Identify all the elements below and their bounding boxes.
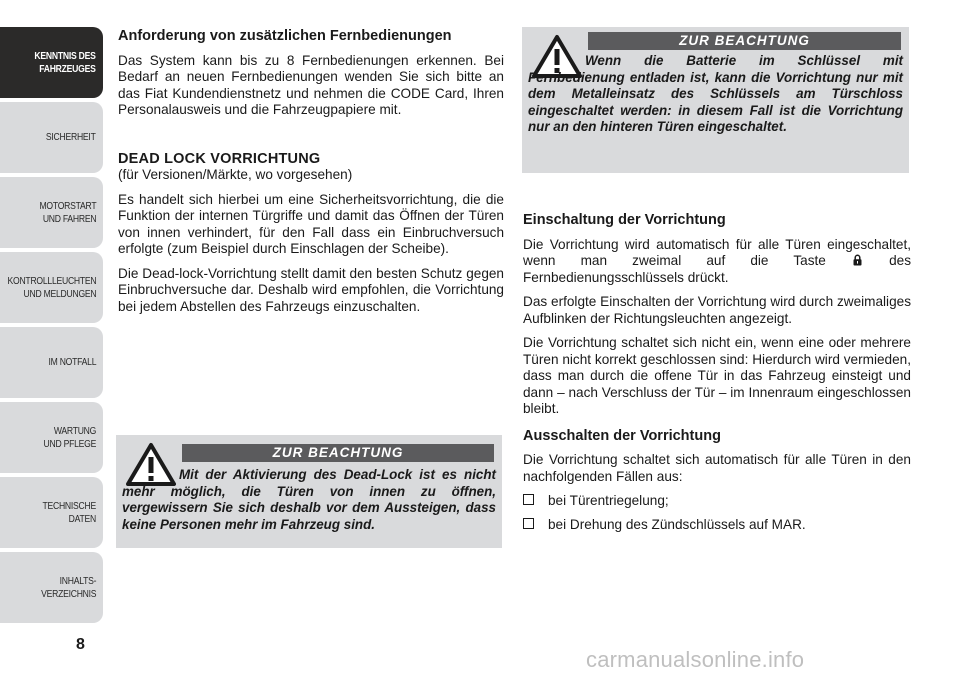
list-item-text: bei Drehung des Zündschlüssels auf MAR. bbox=[548, 516, 806, 532]
list-item bbox=[523, 493, 911, 510]
tab-kenntnis-des-fahrzeuges[interactable] bbox=[0, 27, 103, 98]
checkbox-icon bbox=[523, 494, 534, 505]
tab-label: IM NOTFALL bbox=[48, 356, 96, 368]
paragraph: Die Dead-lock-Vorrichtung stellt damit den besten Schutz gegen Einbruchversuche dar. Deshalb wird empfohlen, die Vorrichtung bei jedem Abstellen des Fahrzeugs einzuschalten. bbox=[118, 265, 504, 314]
warning-text: Wenn die Batterie im Schlüssel mit Fernbedienung entladen ist, kann die Vorrichtung nur mit dem Metalleinsatz des Schlüssels am Türschloss eingeschaltet werden: in diesem Fall ist die Vorrichtung nur an den hinteren Türen eingeschaltet. bbox=[528, 53, 903, 134]
section-title-dead-lock: DEAD LOCK VORRICHTUNG bbox=[118, 150, 321, 167]
text-fragment: des Fernbedienungsschlüssels drückt. bbox=[523, 253, 911, 285]
warning-text: Mit der Aktivierung des Dead-Lock ist es nicht mehr möglich, die Türen von innen zu öffnen, vergewissern Sie sich deshalb vor dem Aussteigen, dass keine Personen mehr im Fahrzeug sind. bbox=[122, 467, 496, 532]
lock-key-icon bbox=[853, 254, 862, 266]
tab-label: KONTROLLLEUCHTEN UND MELDUNGEN bbox=[7, 274, 96, 300]
tab-label: INHALTS- VERZEICHNIS bbox=[40, 574, 96, 600]
paragraph: Das System kann bis zu 8 Fernbedienungen erkennen. Bei Bedarf an neuen Fernbedienungen wenden Sie sich bitte an das Fiat Kundendienstnetz und nehmen die CODE Card, Ihren Personalausweis und die Fahrzeugpapiere mit. bbox=[118, 52, 504, 117]
section-title-ausschalten: Ausschalten der Vorrichtung bbox=[523, 427, 721, 444]
page-number: 8 bbox=[76, 636, 85, 653]
section-title-einschaltung: Einschaltung der Vorrichtung bbox=[523, 212, 726, 228]
right-column bbox=[523, 212, 911, 540]
list-item bbox=[523, 517, 911, 534]
paragraph bbox=[523, 237, 911, 287]
left-column bbox=[118, 28, 504, 323]
section-subtitle: (für Versionen/Märkte, wo vorgesehen) bbox=[118, 167, 353, 182]
tab-motorstart[interactable] bbox=[0, 177, 103, 248]
checkbox-icon bbox=[523, 518, 534, 529]
section-title-remote-request: Anforderung von zusätzlichen Fernbedienungen bbox=[118, 28, 452, 44]
paragraph: Das erfolgte Einschalten der Vorrichtung wird durch zweimaliges Aufblinken der Richtungsleuchten angezeigt. bbox=[523, 294, 911, 326]
tab-label: MOTORSTART UND FAHREN bbox=[39, 199, 96, 225]
tab-im-notfall[interactable] bbox=[0, 327, 103, 398]
warning-label: ZUR BEACHTUNG bbox=[588, 32, 901, 50]
paragraph: Die Vorrichtung schaltet sich nicht ein, wenn eine oder mehrere Türen nicht korrekt geschlossen sind: Hierdurch wird vermieden, dass man durch die offene Tür in das Fahrzeug einsteigt und dann – nach Verschluss der Tür – im Innenraum eingeschlossen bleibt. bbox=[523, 335, 911, 416]
tab-label: KENNTNIS DES FAHRZEUGES bbox=[34, 49, 96, 75]
warning-label: ZUR BEACHTUNG bbox=[182, 444, 494, 462]
tab-sicherheit[interactable] bbox=[0, 102, 103, 173]
list-item-text: bei Türentriegelung; bbox=[548, 493, 669, 508]
tab-inhaltsverzeichnis[interactable] bbox=[0, 552, 103, 623]
tab-wartung[interactable] bbox=[0, 402, 103, 473]
tab-label: TECHNISCHE DATEN bbox=[42, 499, 96, 525]
paragraph: Es handelt sich hierbei um eine Sicherheitsvorrichtung, die die Funktion der internen Türgriffe und damit das Öffnen der Türen von innen verhindert, für den Fall dass ein Einbruchversuch erfolgte (zum Beispiel durch Einschlagen der Scheibe). bbox=[118, 191, 504, 256]
watermark: carmanualsonline.info bbox=[586, 647, 805, 672]
paragraph: Die Vorrichtung schaltet sich automatisch für alle Türen in den nachfolgenden Fällen aus: bbox=[523, 452, 911, 484]
text-fragment: Die Vorrichtung wird automatisch für alle Türen eingeschaltet, wenn man zweimal auf die Taste bbox=[523, 236, 911, 268]
tab-technische-daten[interactable] bbox=[0, 477, 103, 548]
warning-box-battery bbox=[522, 27, 909, 173]
warning-box-dead-lock bbox=[116, 435, 502, 548]
tab-kontrollleuchten[interactable] bbox=[0, 252, 103, 323]
tab-label: SICHERHEIT bbox=[46, 131, 96, 143]
chapter-sidebar bbox=[0, 0, 105, 677]
tab-label: WARTUNG UND PFLEGE bbox=[43, 424, 96, 450]
